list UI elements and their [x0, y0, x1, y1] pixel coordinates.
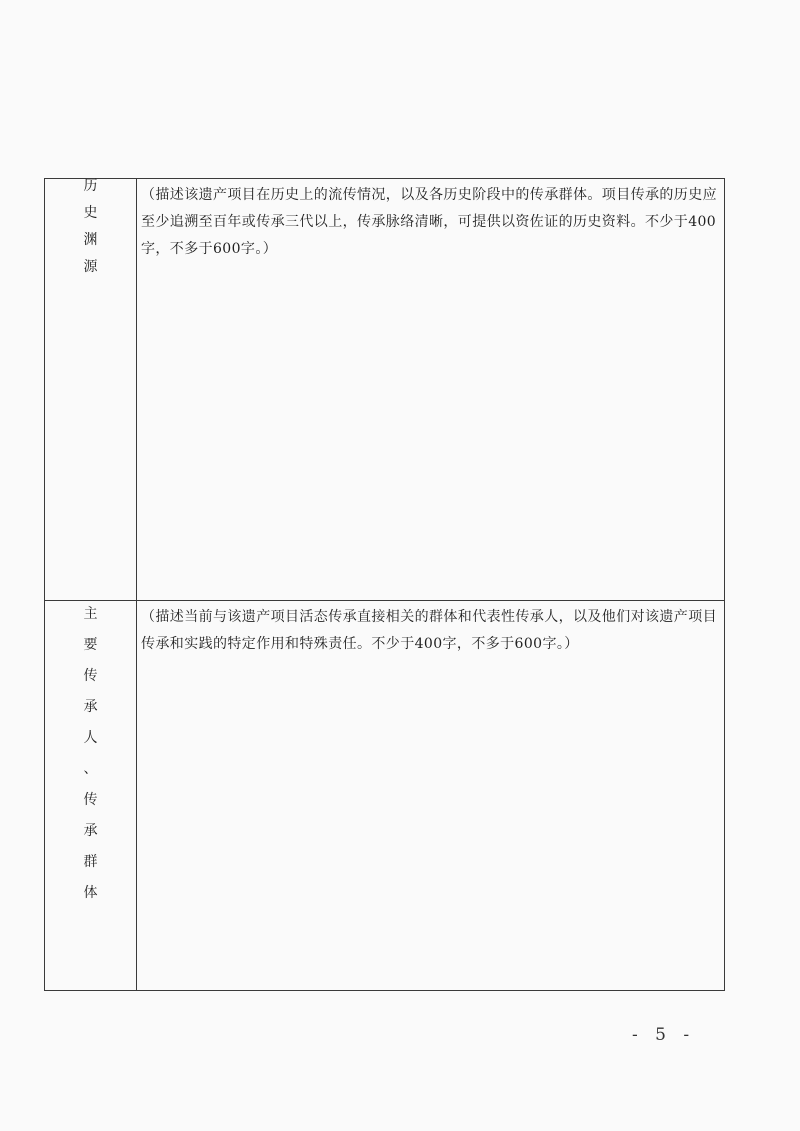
inheritors-label-char: 主 — [83, 606, 98, 622]
inheritors-label — [45, 607, 136, 901]
inheritors-content-cell[interactable] — [137, 601, 725, 991]
page-number: - 5 - — [632, 1025, 696, 1045]
inheritors-label-char: 承 — [83, 823, 98, 839]
history-content-cell[interactable] — [137, 179, 725, 601]
history-label-char: 源 — [83, 259, 98, 275]
heritage-form-table — [44, 178, 725, 991]
inheritors-label-char: 、 — [83, 761, 98, 777]
inheritors-label-cell — [45, 601, 137, 991]
inheritors-label-char: 人 — [83, 730, 98, 746]
inheritors-label-char: 传 — [83, 792, 98, 808]
history-label-char: 渊 — [83, 232, 98, 248]
history-label — [45, 179, 136, 275]
inheritors-label-char: 体 — [83, 885, 98, 901]
inheritors-description: （描述当前与该遗产项目活态传承直接相关的群体和代表性传承人，以及他们对该遗产项目传承和实践的特定作用和特殊责任。不少于400字，不多于600字。） — [141, 609, 717, 652]
inheritors-label-char: 承 — [83, 699, 98, 715]
inheritors-row — [45, 601, 725, 991]
inheritors-label-char: 传 — [83, 668, 98, 684]
history-label-char: 史 — [83, 205, 98, 221]
history-label-cell — [45, 179, 137, 601]
inheritors-label-char: 要 — [83, 637, 98, 653]
history-row — [45, 179, 725, 601]
inheritors-label-char: 群 — [83, 854, 98, 870]
history-description: （描述该遗产项目在历史上的流传情况，以及各历史阶段中的传承群体。项目传承的历史应至少追溯至百年或传承三代以上，传承脉络清晰，可提供以资佐证的历史资料。不少于400字，不多于600字。） — [141, 187, 717, 257]
history-label-char: 历 — [83, 178, 98, 194]
